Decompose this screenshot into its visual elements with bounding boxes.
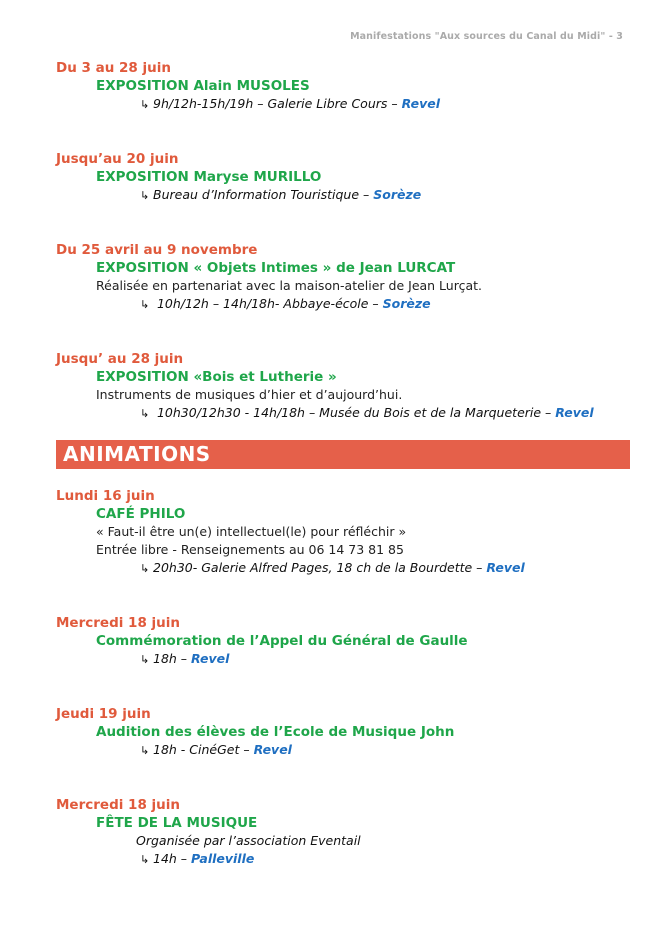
turn-right-arrow-icon: ↳ (140, 298, 150, 311)
event-date: Jusqu’ au 28 juin (56, 351, 184, 367)
turn-right-arrow-icon: ↳ (140, 98, 150, 111)
event-location: Palleville (191, 851, 255, 866)
turn-right-arrow-icon: ↳ (140, 407, 150, 420)
event-info: ↳ 20h30- Galerie Alfred Pages, 18 ch de la Bourdette – Revel (140, 559, 631, 578)
event-date: Jeudi 19 juin (56, 706, 151, 722)
event-title: FÊTE DE LA MUSIQUE (96, 815, 258, 831)
event-date: Lundi 16 juin (56, 488, 155, 504)
event-description: Réalisée en partenariat avec la maison-atelier de Jean Lurçat. (96, 278, 482, 293)
page-header: Manifestations "Aux sources du Canal du Midi" - 3 (350, 31, 623, 42)
event-info: ↳ 10h30/12h30 - 14h/18h – Musée du Bois et de la Marqueterie – Revel (140, 404, 631, 423)
event-info: ↳ 18h – Revel (140, 650, 631, 669)
event-entry (56, 796, 631, 869)
event-location: Revel (401, 96, 441, 111)
event-info: ↳ 9h/12h-15h/19h – Galerie Libre Cours – Revel (140, 95, 631, 114)
event-location: Revel (253, 742, 292, 757)
event-info: ↳ 14h – Palleville (140, 850, 631, 869)
event-organizer: Organisée par l’association Eventail (136, 833, 361, 848)
event-title: Audition des élèves de l’Ecole de Musique John (96, 724, 455, 740)
event-entry (56, 59, 631, 114)
turn-right-arrow-icon: ↳ (140, 653, 150, 666)
event-entry (56, 487, 631, 578)
event-title: EXPOSITION «Bois et Lutherie » (96, 369, 337, 385)
event-entry (56, 614, 631, 669)
event-title: CAFÉ PHILO (96, 506, 186, 522)
event-title: EXPOSITION Maryse MURILLO (96, 169, 322, 185)
turn-right-arrow-icon: ↳ (140, 853, 150, 866)
event-location: Revel (486, 560, 525, 575)
event-description: Instruments de musiques d’hier et d’aujourd’hui. (96, 387, 403, 402)
event-description: « Faut-il être un(e) intellectuel(le) pour réfléchir » (96, 524, 407, 539)
event-title: Commémoration de l’Appel du Général de Gaulle (96, 633, 468, 649)
event-info: ↳ Bureau d’Information Touristique – Sorèze (140, 186, 631, 205)
event-location: Sorèze (373, 187, 422, 202)
event-entry (56, 241, 631, 314)
event-title: EXPOSITION Alain MUSOLES (96, 78, 310, 94)
event-date: Jusqu’au 20 juin (56, 151, 179, 167)
event-date: Du 25 avril au 9 novembre (56, 242, 258, 258)
event-entry (56, 350, 631, 423)
event-date: Du 3 au 28 juin (56, 60, 171, 76)
event-location: Revel (555, 405, 594, 420)
event-entry (56, 150, 631, 205)
turn-right-arrow-icon: ↳ (140, 562, 150, 575)
event-date: Mercredi 18 juin (56, 797, 181, 813)
event-location: Revel (191, 651, 230, 666)
event-entry (56, 705, 631, 760)
section-banner: ANIMATIONS (56, 440, 630, 469)
turn-right-arrow-icon: ↳ (140, 189, 150, 202)
event-date: Mercredi 18 juin (56, 615, 181, 631)
event-description: Entrée libre - Renseignements au 06 14 73 81 85 (96, 542, 404, 557)
event-location: Sorèze (382, 296, 431, 311)
event-info: ↳ 18h - CinéGet – Revel (140, 741, 631, 760)
event-info: ↳ 10h/12h – 14h/18h- Abbaye-école – Sorèze (140, 295, 631, 314)
event-title: EXPOSITION « Objets Intimes » de Jean LURCAT (96, 260, 456, 276)
turn-right-arrow-icon: ↳ (140, 744, 150, 757)
